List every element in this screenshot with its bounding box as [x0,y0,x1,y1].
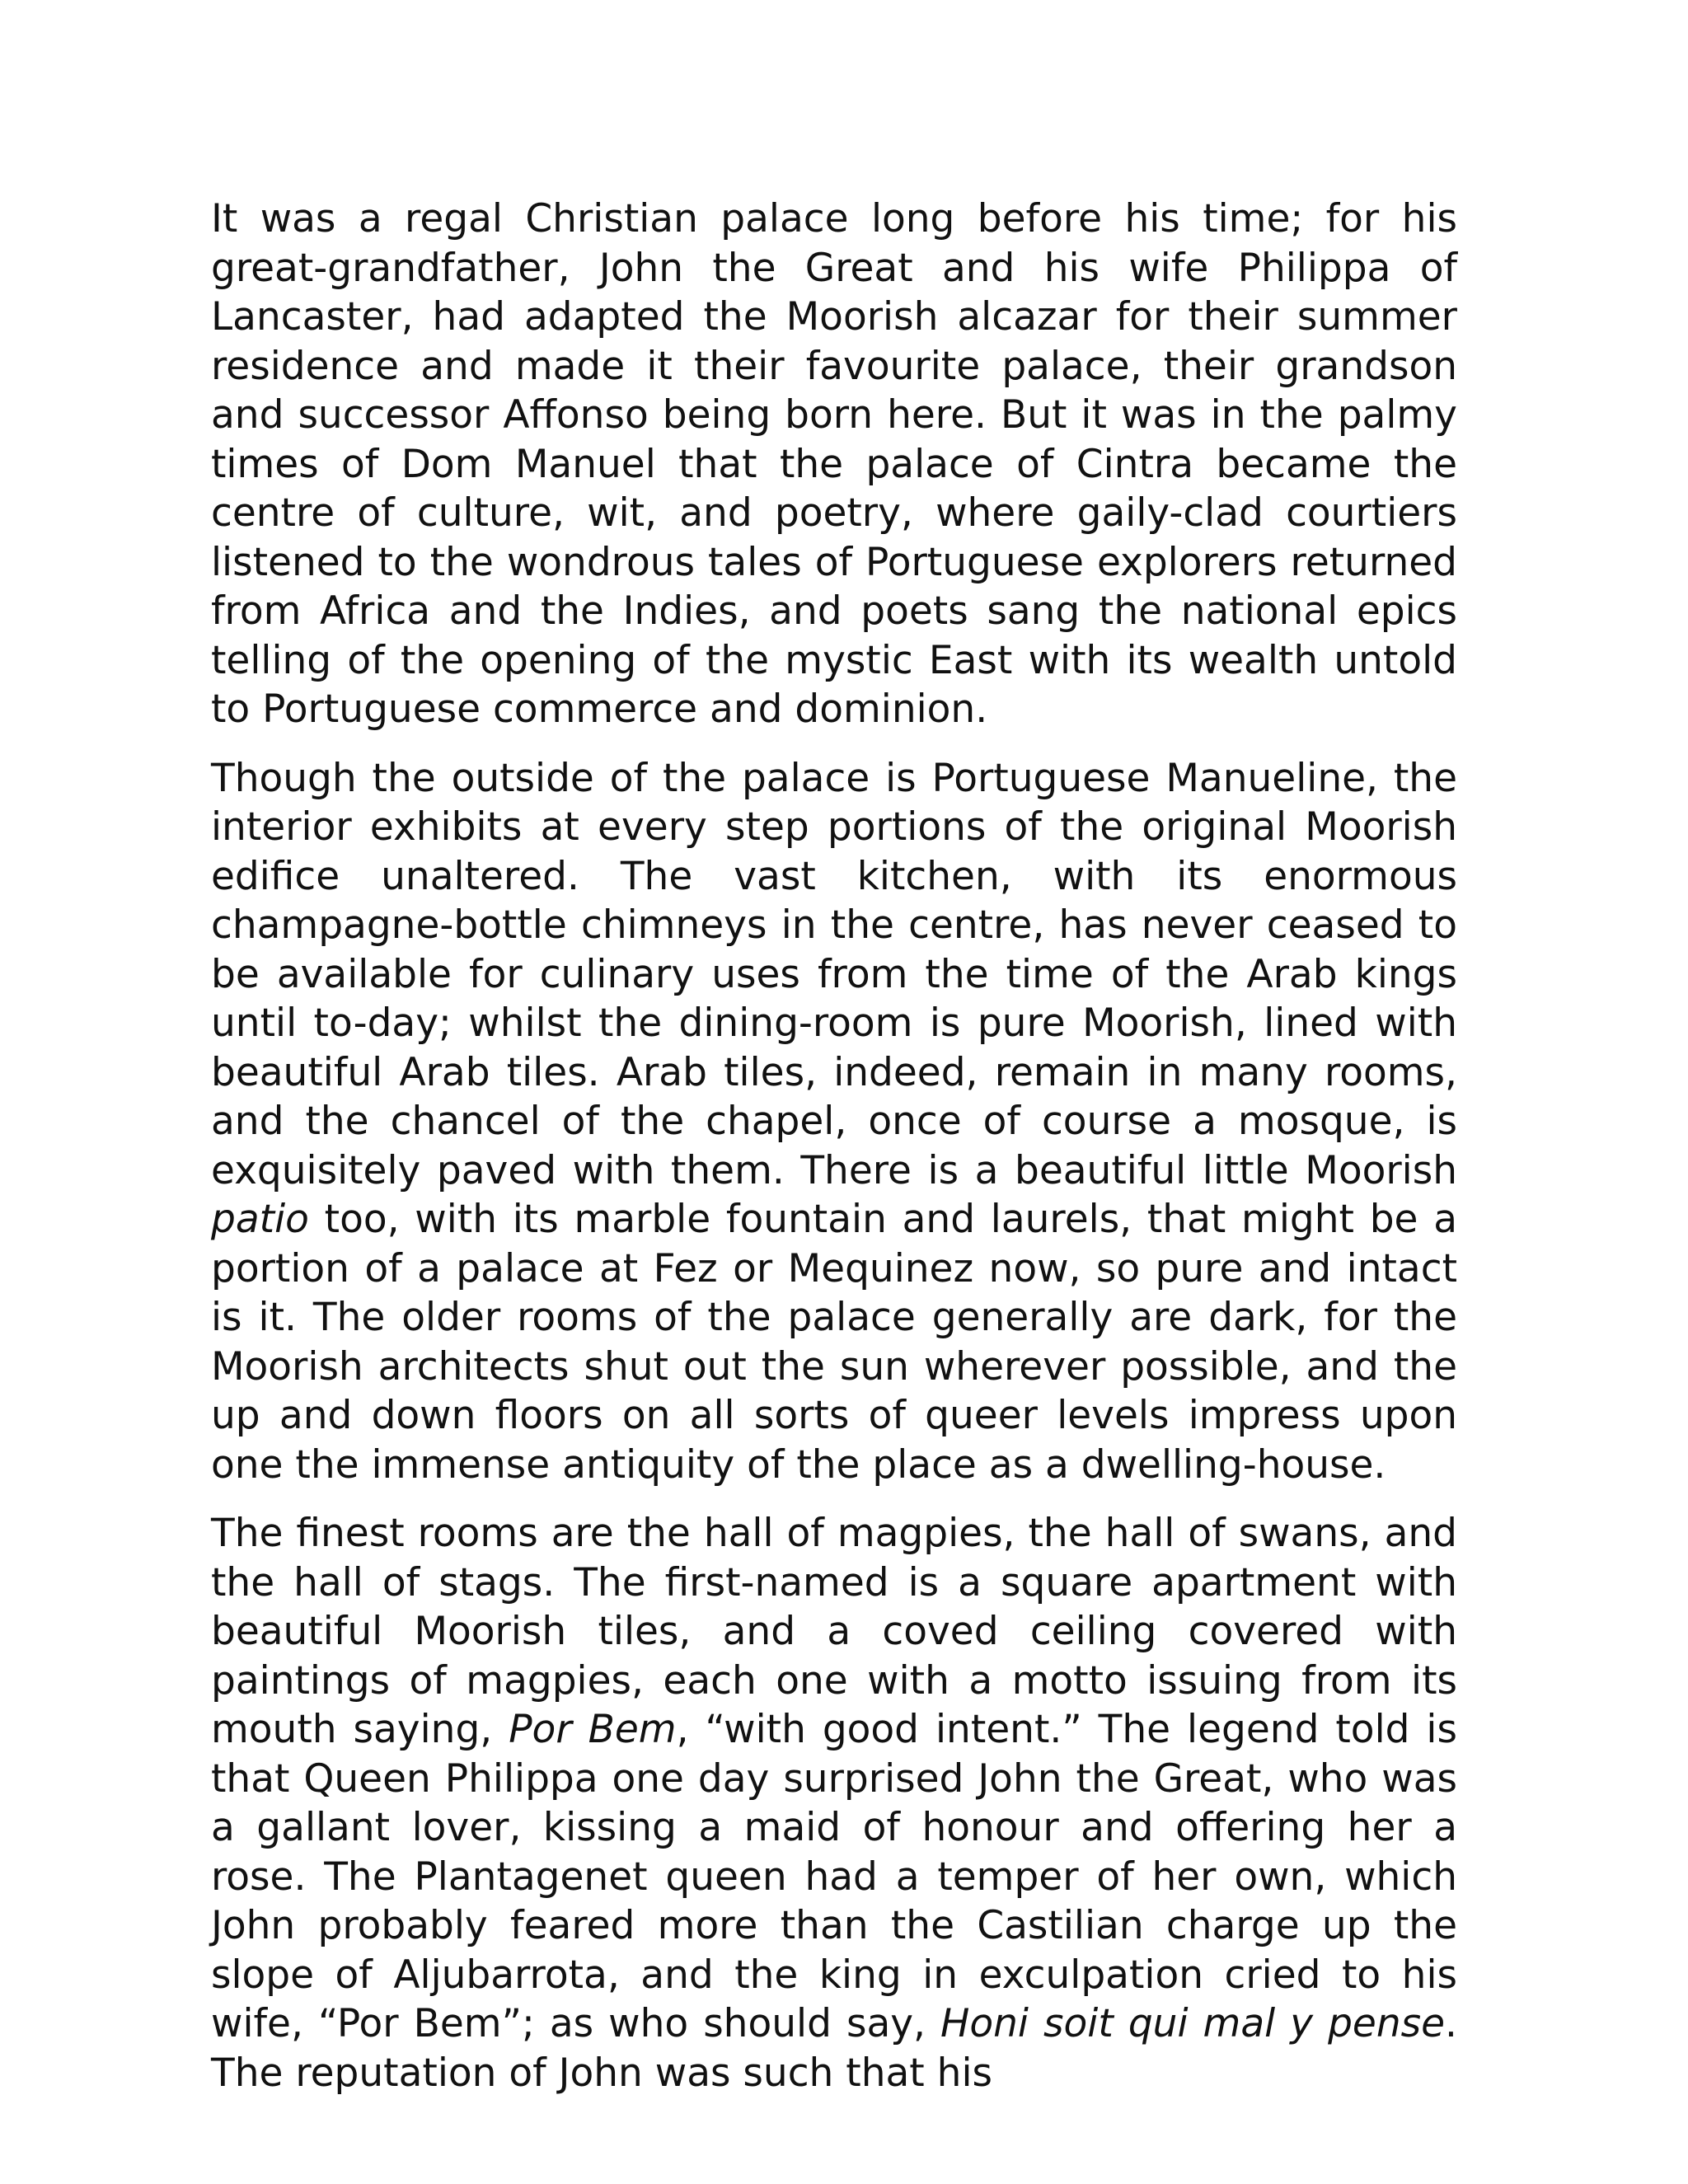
text-run: Though the outside of the palace is Portuguese Manueline, the interior exhibits at every step portions of the original Moorish edifice unaltered. The vast kitchen, with its enormous champagne-bottle chimneys in the centre, has never ceased to be available for culinary uses from the time of the Arab kings until to-day; whilst the dining-room is pure Moorish, lined with beautiful Arab tiles. Arab tiles, indeed, remain in many rooms, and the chancel of the chapel, once of course a mosque, is exquisitely paved with them. There is a beautiful little Moorish [211,755,1457,1193]
paragraph-1 [211,194,1457,734]
italic-phrase-honi-soit: Honi soit qui mal y pense [940,2001,1446,2046]
text-run: , “with good intent.” The legend told is that Queen Philippa one day surprised John the Great, who was a gallant lover, kissing a maid of honour and offering her a rose. The Plantagenet queen had a temper of her own, which John probably feared more than the Castilian charge up the slope of Aljubarrota, and the king in exculpation cried to his wife, “Por Bem”; as who should say, [211,1707,1457,2046]
paragraph-3 [211,1509,1457,2097]
text-run: It was a regal Christian palace long before his time; for his great-grandfather, John the Great and his wife Philippa of Lancaster, had adapted the Moorish alcazar for their summer residence and made it their favourite palace, their grandson and successor Affonso being born here. But it was in the palmy times of Dom Manuel that the palace of Cintra became the centre of culture, wit, and poetry, where gaily-clad courtiers listened to the wondrous tales of Portuguese explorers returned from Africa and the Indies, and poets sang the national epics telling of the opening of the mystic East with its wealth untold to Portuguese commerce and dominion. [211,196,1457,732]
text-run: The finest rooms are the hall of magpies, the hall of swans, and the hall of stags. The first-named is a square apartment with beautiful Moorish tiles, and a coved ceiling covered with paintings of magpies, each one with a motto issuing from its mouth saying, [211,1511,1457,1752]
italic-motto-por-bem: Por Bem [509,1707,677,1752]
text-run: too, with its marble fountain and laurels, that might be a portion of a palace at Fez or Mequinez now, so pure and intact is it. The older rooms of the palace generally are dark, for the Moorish architects shut out the sun wherever possible, and the up and down floors on all sorts of queer levels impress upon one the immense antiquity of the place as a dwelling-house. [211,1197,1457,1488]
paragraph-2 [211,754,1457,1490]
document-page [211,194,1457,2097]
italic-term-patio: patio [211,1197,309,1242]
text-run: . The reputation of John was such that his [211,2001,1457,2096]
